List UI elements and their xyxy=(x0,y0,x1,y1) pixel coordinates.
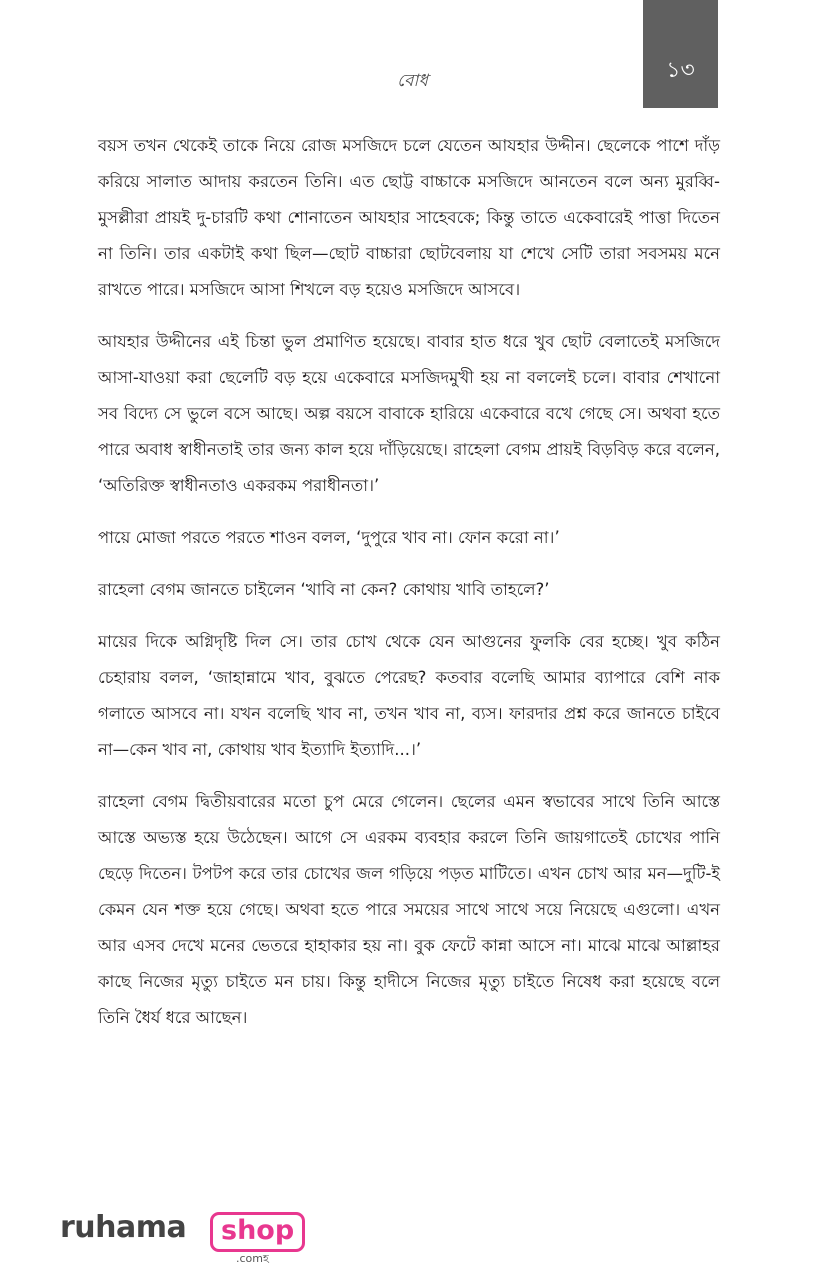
logo-domain: .comহ xyxy=(236,1252,269,1265)
page-number: ১৩ xyxy=(666,58,695,83)
paragraph: বয়স তখন থেকেই তাকে নিয়ে রোজ মসজিদে চলে যেতেন আযহার উদ্দীন। ছেলেকে পাশে দাঁড় করিয়ে সালাত আদায় করতেন তিনি। এত ছোট্ট বাচ্চাকে মসজিদে আনতেন বলে অন্য মুরব্বি-মুসল্লীরা প্রায়ই দু-চারটি কথা শোনাতেন আযহার সাহেবকে; কিন্তু তাতে একেবারেই পাত্তা দিতেন না তিনি। তার একটাই কথা ছিল—ছোট বাচ্চারা ছোটবেলায় যা শেখে সেটি তারা সবসময় মনে রাখতে পারে। মসজিদে আসা শিখলে বড় হয়েও মসজিদে আসবে। xyxy=(98,136,720,299)
body-text xyxy=(98,128,720,1052)
paragraph: আযহার উদ্দীনের এই চিন্তা ভুল প্রমাণিত হয়েছে। বাবার হাত ধরে খুব ছোট বেলাতেই মসজিদে আসা-যাওয়া করা ছেলেটি বড় হয়ে একেবারে মসজিদমুখী হয় না বললেই চলে। বাবার শেখানো সব বিদ্যে সে ভুলে বসে আছে। অল্প বয়সে বাবাকে হারিয়ে একেবারে বখে গেছে সে। অথবা হতে পারে অবাধ স্বাধীনতাই তার জন্য কাল হয়ে দাঁড়িয়েছে। রাহেলা বেগম প্রায়ই বিড়বিড় করে বলেন, ‘অতিরিক্ত স্বাধীনতাও একরকম পরাধীনতা।’ xyxy=(98,332,720,495)
paragraph: রাহেলা বেগম দ্বিতীয়বারের মতো চুপ মেরে গেলেন। ছেলের এমন স্বভাবের সাথে তিনি আস্তে আস্তে অভ্যস্ত হয়ে উঠেছেন। আগে সে এরকম ব্যবহার করলে তিনি জায়গাতেই চোখের পানি ছেড়ে দিতেন। টপটপ করে তার চোখের জল গড়িয়ে পড়ত মাটিতে। এখন চোখ আর মন—দুটি-ই কেমন যেন শক্ত হয়ে গেছে। অথবা হতে পারে সময়ের সাথে সাথে সয়ে নিয়েছে এগুলো। এখন আর এসব দেখে মনের ভেতরে হাহাকার হয় না। বুক ফেটে কান্না আসে না। মাঝে মাঝে আল্লাহর কাছে নিজের মৃত্যু চাইতে মন চায়। কিন্তু হাদীসে নিজের মৃত্যু চাইতে নিষেধ করা হয়েছে বলে তিনি ধৈর্য ধরে আছেন। xyxy=(98,792,720,1027)
paragraph: পায়ে মোজা পরতে পরতে শাওন বলল, ‘দুপুরে খাব না। ফোন করো না।’ xyxy=(98,528,560,547)
running-head: বোধ xyxy=(397,71,428,91)
logo-text-ruhama: ruhama xyxy=(60,1210,187,1245)
logo-text-shop: shop xyxy=(210,1212,305,1252)
paragraph: রাহেলা বেগম জানতে চাইলেন ‘খাবি না কেন? কোথায় খাবি তাহলে?’ xyxy=(98,580,550,599)
page-number-tab xyxy=(643,0,718,108)
paragraph: মায়ের দিকে অগ্নিদৃষ্টি দিল সে। তার চোখ থেকে যেন আগুনের ফুলকি বের হচ্ছে। খুব কঠিন চেহারায় বলল, ‘জাহান্নামে খাব, বুঝতে পেরেছ? কতবার বলেছি আমার ব্যাপারে বেশি নাক গলাতে আসবে না। যখন বলেছি খাব না, তখন খাব না, ব্যস। ফারদার প্রশ্ন করে জানতে চাইবে না—কেন খাব না, কোথায় খাব ইত্যাদি ইত্যাদি...।’ xyxy=(98,632,720,759)
